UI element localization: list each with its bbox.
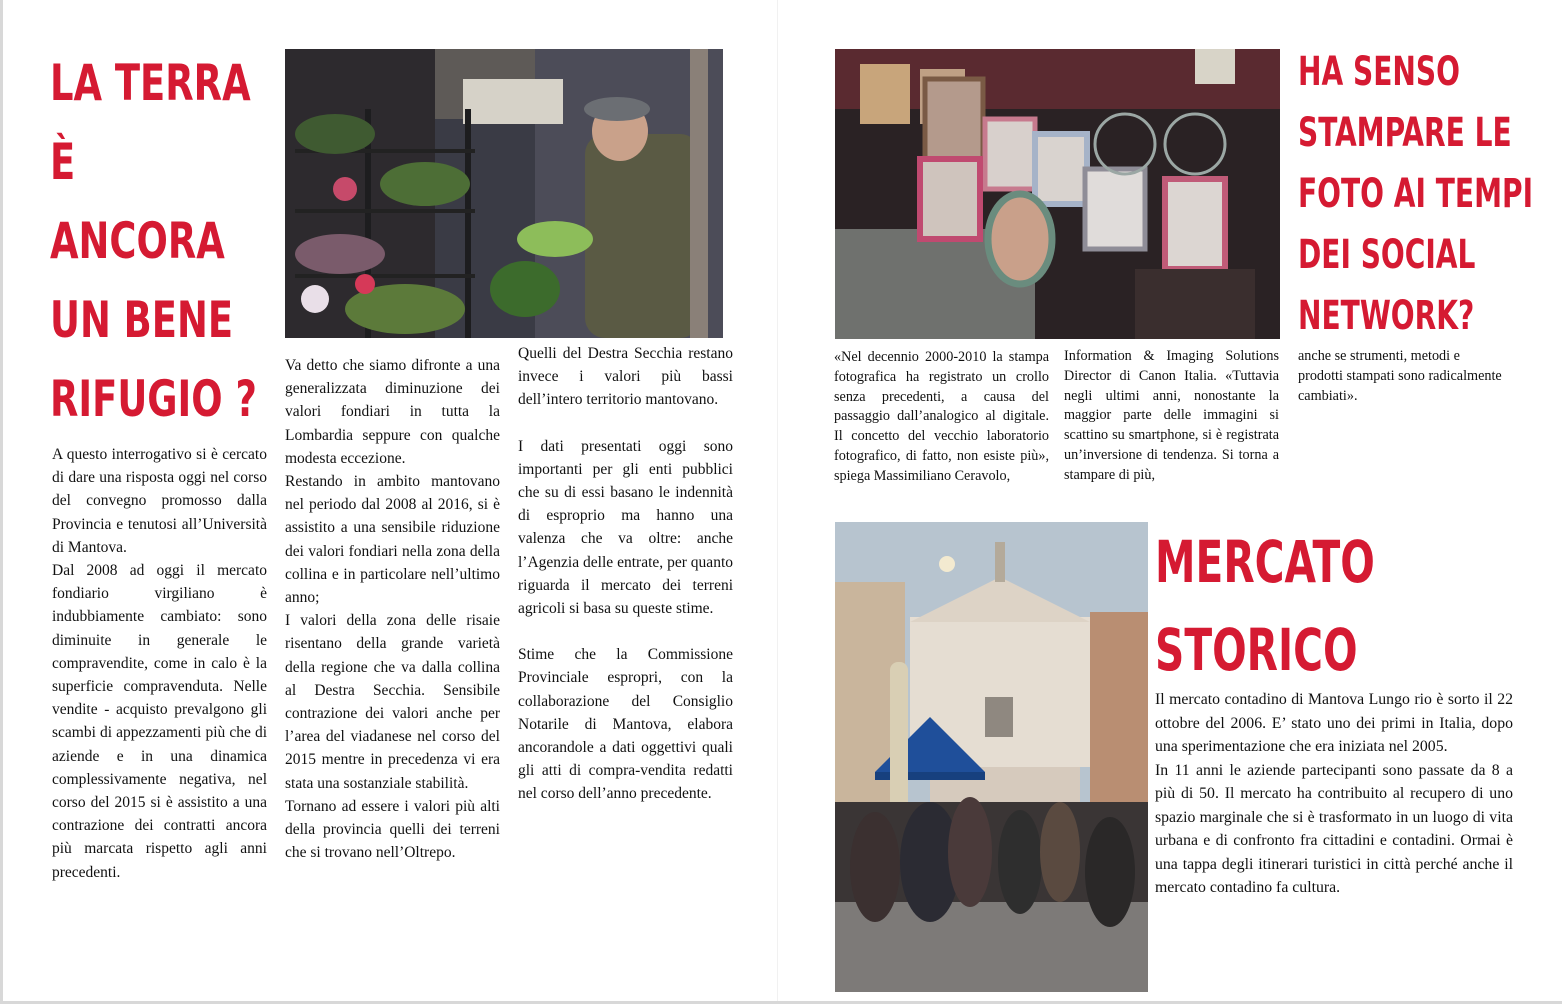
headline-terra-rifugio xyxy=(50,44,257,439)
paragraph: In 11 anni le aziende partecipanti sono passate da 8 a più di 50. Il mercato ha contribuito al recupero di uno spazio marginale che si è trasformato in un luogo di vita urbana e di confronto fra cittadini e contadini. Ormai è una tappa degli itinerari turistici in città perché anche il mercato contadino fa cultura. xyxy=(1155,761,1513,896)
article-left-column-2 xyxy=(285,354,500,864)
paragraph: Il mercato contadino di Mantova Lungo rio è sorto il 22 ottobre del 2006. E’ stato uno dei primi in Italia, dopo una sperimentazione che era iniziata nel 2005. xyxy=(1155,691,1513,755)
article-market-body xyxy=(1155,688,1513,900)
headline-line: MERCATO xyxy=(1155,528,1375,596)
paragraph: Information & Imaging Solutions Director di Canon Italia. «Tuttavia negli ultimi anni, nonostante la maggior parte delle immagini si scattino su smartphone, si è registrata un’inversione di tendenza. Si torna a stampare di più, xyxy=(1064,348,1279,483)
headline-line: FOTO AI TEMPI xyxy=(1298,171,1534,217)
headline-line: È xyxy=(50,133,76,191)
headline-line: RIFUGIO ? xyxy=(50,370,257,428)
headline-line: NETWORK? xyxy=(1298,293,1475,339)
paragraph: I valori della zona delle risaie risentano della grande varietà della regione che va dalla collina al Destra Secchia. Sensibile contrazione dei valori anche per l’area del viadanese nel corso del 2015 mentre in precedenza vi era stata una sostanziale stabilità. xyxy=(285,612,500,792)
paragraph: anche se strumenti, metodi e prodotti stampati sono radicalmente cambiati». xyxy=(1298,348,1502,404)
headline-line: UN BENE xyxy=(50,291,234,349)
paragraph: A questo interrogativo si è cercato di dare una risposta oggi nel corso del convegno promosso dalla Provincia e tenutosi all’Università di Mantova. xyxy=(52,446,267,556)
paragraph: Restando in ambito mantovano nel periodo dal 2008 al 2016, si è assistito a una sensibile riduzione dei valori fondiari nella zona della collina e in particolare nell’ultimo anno; xyxy=(285,473,500,607)
paragraph: Va detto che siamo difronte a una generalizzata diminuzione dei valori fondiari in tutta la Lombardia seppure con qualche modesta eccezione. xyxy=(285,357,500,467)
headline-line: STORICO xyxy=(1155,616,1358,684)
photo-ornate-picture-frames xyxy=(835,49,1280,339)
article-photos-column-1 xyxy=(834,348,1049,487)
paragraph: Dal 2008 ad oggi il mercato fondiario virgiliano è indubbiamente cambiato: sono diminuite in generale le compravendite, come in calo è la superficie compravenduta. Nelle vendite - acquisto prevalgono gli scambi di appezzamenti più che di aziende e in una dinamica complessivamente negativa, nel corso del 2015 si è assistito a una contrazione dei contratti ancora più marcata rispetto agli anni precedenti. xyxy=(52,562,267,881)
article-left-column-3 xyxy=(518,342,733,806)
page-gutter xyxy=(777,0,778,1004)
paragraph: Tornano ad essere i valori più alti della provincia quelli dei terreni che si trovano nell’Oltrepo. xyxy=(285,797,500,862)
headline-line: HA SENSO xyxy=(1298,49,1460,95)
headline-line: DEI SOCIAL xyxy=(1298,232,1476,278)
photo-market-stall-elderly-man xyxy=(285,49,723,338)
paragraph: Quelli del Destra Secchia restano invece i valori più bassi dell’intero territorio mantovano. xyxy=(518,345,733,409)
photo-mantova-square-market xyxy=(835,522,1148,992)
article-photos-column-2 xyxy=(1064,347,1279,486)
article-left-column-1 xyxy=(52,443,267,884)
headline-stampare-foto xyxy=(1298,42,1533,347)
paragraph: «Nel decennio 2000-2010 la stampa fotografica ha registrato un crollo senza precedenti, a causa del passaggio dall’analogico al digitale. Il concetto del vecchio laboratorio fotografico, di fatto, non esiste più», spiega Massimiliano Ceravolo, xyxy=(834,349,1049,484)
headline-line: STAMPARE LE xyxy=(1298,110,1512,156)
headline-line: LA TERRA xyxy=(50,54,251,112)
paragraph: Stime che la Commissione Provinciale espropri, con la collaborazione del Consiglio Notarile di Mantova, elabora ancorandole a dati oggettivi quali gli atti di compra-vendita redatti nel corso dell’anno precedente. xyxy=(518,646,733,803)
paragraph: I dati presentati oggi sono importanti per gli enti pubblici che su di essi basano le indennità di esproprio ma hanno una valenza che va oltre: anche l’Agenzia delle entrate, per quanto riguarda il mercato dei terreni agricoli si basa su queste stime. xyxy=(518,437,733,618)
article-photos-column-3 xyxy=(1298,347,1505,406)
headline-mercato-storico xyxy=(1155,518,1375,694)
page-edge-left xyxy=(0,0,3,1004)
headline-line: ANCORA xyxy=(50,212,225,270)
